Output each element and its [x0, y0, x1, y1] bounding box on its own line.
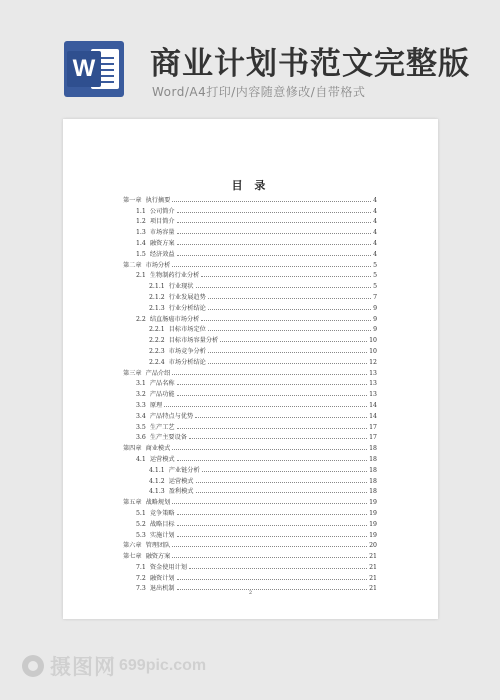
watermark-text: 摄图网: [50, 655, 116, 679]
toc-entry-text: 市场竞争分析: [168, 347, 206, 355]
toc-leader-dots: [196, 481, 368, 483]
toc-entry-number: 3.6: [136, 434, 146, 442]
toc-entry-number: 1.5: [136, 250, 146, 258]
toc-entry-number: 第一章: [123, 196, 142, 204]
toc-leader-dots: [196, 286, 372, 288]
toc-entry-page: 17: [369, 423, 377, 431]
toc-entry: [123, 215, 377, 226]
toc-entry-number: 3.5: [136, 423, 146, 431]
toc-leader-dots: [201, 275, 371, 277]
toc-entry-page: 18: [369, 455, 377, 463]
toc-entry-page: 4: [373, 196, 377, 204]
toc-entry-text: 生产工艺: [149, 423, 175, 431]
toc-entry: [123, 549, 377, 560]
toc-entry-number: 5.1: [136, 509, 146, 517]
toc-entry-page: 5: [373, 261, 377, 269]
toc-entry-number: 2.2.3: [149, 347, 165, 355]
toc-entry-text: 商业模式: [145, 445, 171, 453]
toc-entry-text: 运营模式: [168, 477, 194, 485]
toc-entry: [123, 506, 377, 517]
toc-entry-text: 战略目标: [149, 520, 175, 528]
toc-entry-number: 3.1: [136, 380, 146, 388]
toc-entry: [123, 495, 377, 506]
toc-entry-number: 7.1: [136, 563, 146, 571]
toc-entry-text: 生物制药行业分析: [149, 272, 200, 280]
toc-entry: [123, 366, 377, 377]
toc-entry-number: 1.1: [136, 207, 146, 215]
toc-leader-dots: [172, 265, 371, 267]
watermark: [22, 654, 206, 678]
toc-leader-dots: [189, 437, 367, 439]
toc-entry-number: 1.3: [136, 229, 146, 237]
toc-entry-text: 行业分析结论: [168, 304, 206, 312]
toc-entry: [123, 301, 377, 312]
toc-entry-page: 14: [369, 412, 377, 420]
toc-entry-number: 第四章: [123, 445, 142, 453]
toc-leader-dots: [172, 545, 367, 547]
toc-entry: [123, 236, 377, 247]
toc-entry-page: 13: [369, 369, 377, 377]
toc-leader-dots: [177, 221, 371, 223]
toc-entry: [123, 193, 377, 204]
toc-leader-dots: [177, 211, 371, 213]
toc-leader-dots: [172, 556, 367, 558]
toc-entry-number: 第五章: [123, 499, 142, 507]
toc-leader-dots: [189, 567, 367, 569]
toc-entry-number: 3.2: [136, 391, 146, 399]
toc-entry: [123, 560, 377, 571]
toc-entry: [123, 485, 377, 496]
toc-entry: [123, 528, 377, 539]
toc-entry-number: 7.2: [136, 574, 146, 582]
toc-entry-text: 融资方案: [145, 553, 171, 561]
toc-entry-page: 20: [369, 542, 377, 550]
toc-leader-dots: [196, 491, 368, 493]
toc-entry-page: 21: [369, 585, 377, 593]
toc-entry: [123, 258, 377, 269]
toc-entry-text: 项目简介: [149, 218, 175, 226]
toc-entry-page: 18: [369, 477, 377, 485]
toc-leader-dots: [172, 200, 371, 202]
toc-entry-number: 4.1.1: [149, 466, 165, 474]
toc-entry: [123, 474, 377, 485]
toc-entry: [123, 517, 377, 528]
toc-entry-page: 7: [373, 293, 377, 301]
toc-entry-number: 2.2: [136, 315, 146, 323]
toc-leader-dots: [195, 416, 367, 418]
toc-entry-number: 4.1.2: [149, 477, 165, 485]
toc-entry-text: 产品介绍: [145, 369, 171, 377]
toc-leader-dots: [177, 459, 368, 461]
toc-entry-number: 1.2: [136, 218, 146, 226]
toc-entry: [123, 225, 377, 236]
toc-entry-page: 4: [373, 218, 377, 226]
toc-entry-page: 21: [369, 553, 377, 561]
toc-entry-page: 12: [369, 358, 377, 366]
toc-entry-text: 目标市场容量分析: [168, 337, 219, 345]
toc-entry-text: 实施计划: [149, 531, 175, 539]
toc-entry-page: 4: [373, 207, 377, 215]
toc-leader-dots: [201, 319, 371, 321]
toc-entry: [123, 279, 377, 290]
toc-entry-page: 19: [369, 509, 377, 517]
toc-leader-dots: [172, 373, 367, 375]
toc-entry-number: 2.2.2: [149, 337, 165, 345]
toc-entry-text: 融资方案: [149, 239, 175, 247]
toc-entry-number: 2.2.1: [149, 326, 165, 334]
watermark-url: 699pic.com: [119, 657, 207, 674]
toc-entry-number: 2.1.3: [149, 304, 165, 312]
page-title: 商业计划书范文完整版: [150, 46, 470, 82]
toc-leader-dots: [208, 351, 367, 353]
toc-entry-page: 4: [373, 229, 377, 237]
toc-entry: [123, 355, 377, 366]
toc-leader-dots: [220, 340, 367, 342]
toc-entry-page: 17: [369, 434, 377, 442]
toc-entry: [123, 312, 377, 323]
toc-entry-page: 18: [369, 488, 377, 496]
toc-entry: [123, 398, 377, 409]
toc-entry-page: 21: [369, 574, 377, 582]
toc-leader-dots: [164, 405, 367, 407]
toc-entry-number: 第二章: [123, 261, 142, 269]
page-subtitle: Word/A4打印/内容随意修改/自带格式: [152, 85, 366, 99]
toc-entry-page: 9: [373, 326, 377, 334]
toc-leader-dots: [177, 232, 371, 234]
toc-entry-page: 9: [373, 315, 377, 323]
toc-entry-text: 融资计划: [149, 574, 175, 582]
table-of-contents: [123, 193, 377, 592]
toc-entry-page: 21: [369, 563, 377, 571]
toc-entry: [123, 333, 377, 344]
toc-leader-dots: [208, 362, 367, 364]
toc-entry-text: 战略规划: [145, 499, 171, 507]
toc-entry: [123, 539, 377, 550]
toc-entry-text: 执行摘要: [145, 196, 171, 204]
toc-entry: [123, 290, 377, 301]
toc-entry-page: 9: [373, 304, 377, 312]
toc-entry-text: 产业链分析: [168, 466, 200, 474]
toc-entry-page: 10: [369, 337, 377, 345]
toc-leader-dots: [208, 329, 371, 331]
header: [0, 0, 500, 112]
toc-entry-number: 3.3: [136, 401, 146, 409]
toc-entry-text: 盈利模式: [168, 488, 194, 496]
toc-leader-dots: [177, 394, 368, 396]
word-letter: W: [67, 51, 101, 87]
toc-entry-text: 产品特点与优势: [149, 412, 194, 420]
toc-entry: [123, 344, 377, 355]
toc-entry-page: 19: [369, 499, 377, 507]
toc-entry-page: 5: [373, 283, 377, 291]
toc-entry-text: 原理: [149, 401, 163, 409]
toc-entry-text: 行业发展趋势: [168, 293, 206, 301]
toc-entry-number: 3.4: [136, 412, 146, 420]
toc-entry: [123, 431, 377, 442]
toc-entry: [123, 571, 377, 582]
toc-entry-page: 4: [373, 239, 377, 247]
toc-entry-text: 结直肠癌市场分析: [149, 315, 200, 323]
toc-entry-number: 第七章: [123, 553, 142, 561]
toc-entry: [123, 269, 377, 280]
toc-leader-dots: [172, 448, 367, 450]
toc-leader-dots: [177, 254, 371, 256]
toc-entry-text: 运营模式: [149, 455, 175, 463]
toc-entry-number: 2.2.4: [149, 358, 165, 366]
toc-leader-dots: [202, 470, 367, 472]
toc-entry-text: 公司简介: [149, 207, 175, 215]
toc-entry-text: 市场分析: [145, 261, 171, 269]
toc-entry: [123, 420, 377, 431]
toc-entry: [123, 441, 377, 452]
toc-entry-text: 退出机制: [149, 585, 175, 593]
toc-entry-number: 5.2: [136, 520, 146, 528]
toc-leader-dots: [208, 297, 371, 299]
toc-entry-page: 10: [369, 347, 377, 355]
toc-entry: [123, 387, 377, 398]
toc-entry-number: 2.1.2: [149, 293, 165, 301]
toc-entry: [123, 204, 377, 215]
toc-entry-text: 竞争策略: [149, 509, 175, 517]
toc-entry-number: 4.1: [136, 455, 146, 463]
word-document-icon: [64, 41, 124, 97]
toc-entry: [123, 452, 377, 463]
toc-entry-number: 第六章: [123, 542, 142, 550]
toc-entry-number: 1.4: [136, 239, 146, 247]
toc-entry-page: 14: [369, 401, 377, 409]
toc-entry-text: 经济效益: [149, 250, 175, 258]
watermark-logo-icon: [22, 655, 44, 677]
toc-entry-page: 5: [373, 272, 377, 280]
toc-entry-text: 市场容量: [149, 229, 175, 237]
page-number: 2: [248, 590, 253, 596]
toc-leader-dots: [208, 308, 371, 310]
toc-entry: [123, 377, 377, 388]
toc-entry-page: 13: [369, 380, 377, 388]
toc-entry-page: 18: [369, 466, 377, 474]
toc-entry-text: 产品名称: [149, 380, 175, 388]
toc-title: 目 录: [231, 179, 270, 192]
toc-entry-text: 生产主要设备: [149, 434, 187, 442]
toc-entry-number: 第三章: [123, 369, 142, 377]
toc-entry-number: 7.3: [136, 585, 146, 593]
toc-entry-text: 资金使用计划: [149, 563, 187, 571]
toc-entry-page: 4: [373, 250, 377, 258]
toc-entry-text: 市场分析结论: [168, 358, 206, 366]
toc-entry: [123, 323, 377, 334]
toc-leader-dots: [177, 535, 368, 537]
toc-entry-text: 产品功能: [149, 391, 175, 399]
toc-entry-page: 18: [369, 445, 377, 453]
toc-entry-page: 19: [369, 520, 377, 528]
toc-entry-number: 5.3: [136, 531, 146, 539]
toc-entry: [123, 463, 377, 474]
toc-entry-text: 行业现状: [168, 283, 194, 291]
toc-entry-number: 2.1.1: [149, 283, 165, 291]
toc-entry-page: 13: [369, 391, 377, 399]
toc-entry-page: 19: [369, 531, 377, 539]
toc-leader-dots: [172, 502, 367, 504]
toc-leader-dots: [177, 383, 368, 385]
toc-entry: [123, 247, 377, 258]
toc-entry-text: 管理团队: [145, 542, 171, 550]
toc-entry-number: 4.1.3: [149, 488, 165, 496]
toc-entry: [123, 409, 377, 420]
document-page: [63, 119, 438, 619]
toc-leader-dots: [177, 524, 368, 526]
toc-leader-dots: [177, 427, 368, 429]
toc-leader-dots: [177, 578, 368, 580]
toc-leader-dots: [177, 243, 371, 245]
toc-entry-number: 2.1: [136, 272, 146, 280]
toc-leader-dots: [177, 513, 368, 515]
toc-entry-text: 目标市场定位: [168, 326, 206, 334]
